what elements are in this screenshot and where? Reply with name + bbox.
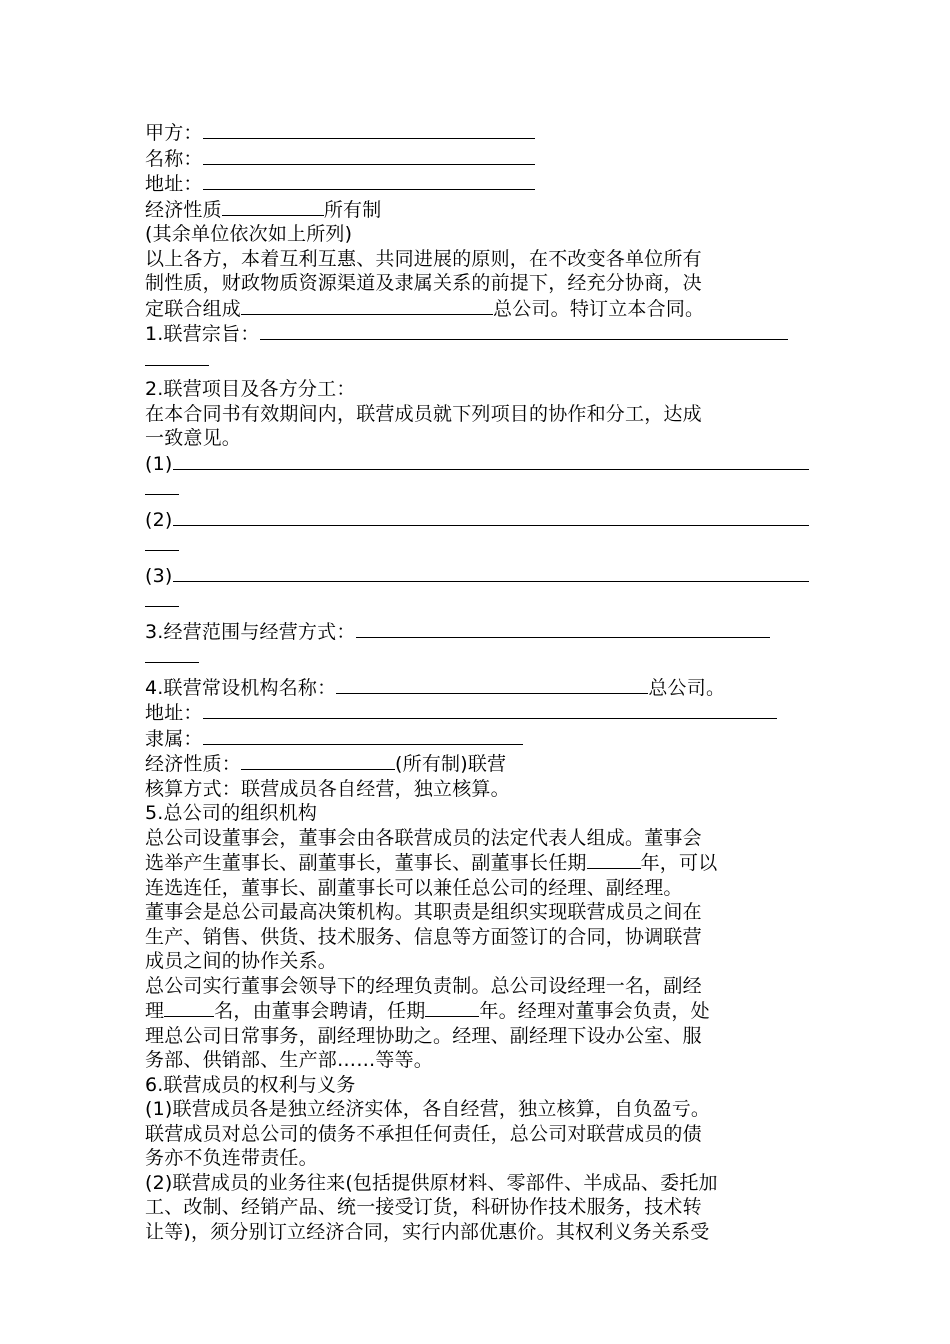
s4-name-label: 4.联营常设机构名称： (145, 676, 337, 699)
s5-p3-line-1: 总公司实行董事会领导下的经理负责制。总公司设经理一名，副经 (145, 974, 702, 997)
s5-p1-line-3: 连选连任，董事长、副董事长可以兼任总公司的经理、副经理。 (145, 876, 683, 899)
s4-affiliation-blank[interactable] (203, 726, 523, 745)
s2-item-3-label: (3) (145, 564, 173, 587)
s2-item-2-blank[interactable] (173, 507, 809, 526)
party-name-line (145, 146, 810, 172)
s4-affiliation-line (145, 726, 810, 752)
s2-item-2-continuation (145, 532, 810, 558)
s3-blank-continued[interactable] (145, 644, 199, 663)
s5-heading: 5.总公司的组织机构 (145, 802, 318, 824)
s2-item-1 (145, 451, 810, 477)
s1-continuation (145, 347, 810, 373)
party-jia-blank[interactable] (203, 120, 535, 139)
s5-p3-line-2 (145, 998, 810, 1024)
s4-affiliation-label: 隶属： (145, 727, 203, 750)
others-note: (其余单位依次如上所列) (145, 223, 353, 245)
intro-suffix: 总公司。特订立本合同。 (493, 297, 705, 320)
party-address-blank[interactable] (203, 171, 535, 190)
s5-p3-text-c: 年。经理对董事会负责，处 (479, 1000, 710, 1022)
s6-p2-line-2: 工、改制、经销产品、统一接受订货，科研协作技术服务，技术转 (145, 1196, 702, 1218)
s5-p3-text-a: 理 (145, 1000, 165, 1022)
intro-line-3 (145, 296, 810, 322)
s5-p2-line-1: 董事会是总公司最高决策机构。其职责是组织实现联营成员之间在 (145, 901, 702, 923)
s5-term-prefix: 选举产生董事长、副董事长，董事长、副董事长任期 (145, 852, 587, 874)
s2-item-2-label: (2) (145, 508, 173, 531)
s4-econ-blank[interactable] (241, 751, 395, 770)
s5-p3-line-3: 理总公司日常事务，副经理协助之。经理、副经理下设办公室、服 (145, 1024, 702, 1047)
party-econ-suffix: 所有制 (323, 198, 382, 221)
s4-address-blank[interactable] (203, 700, 777, 719)
deputy-count-blank[interactable] (164, 998, 214, 1017)
s4-econ-suffix: (所有制)联营 (395, 753, 507, 775)
s6-p1-line-3: 务亦不负连带责任。 (145, 1147, 318, 1169)
s3-blank[interactable] (356, 619, 770, 638)
party-econ-blank[interactable] (222, 197, 324, 216)
s4-address-line (145, 700, 810, 726)
company-name-blank[interactable] (241, 296, 493, 315)
s4-name-line (145, 675, 810, 701)
s3-continuation (145, 644, 810, 670)
s4-name-suffix: 总公司。 (648, 676, 726, 699)
s1-line (145, 321, 810, 347)
s5-p1-line-2 (145, 850, 810, 876)
s2-item-3 (145, 563, 810, 589)
s6-p2-line-1: (2)联营成员的业务往来(包括提供原材料、零部件、半成品、委托加 (145, 1171, 718, 1194)
manager-term-blank[interactable] (425, 998, 479, 1017)
intro-prefix: 定联合组成 (145, 297, 242, 320)
s3-label: 3.经营范围与经营方式： (145, 620, 356, 643)
s6-heading: 6.联营成员的权利与义务 (145, 1073, 356, 1096)
s4-name-blank[interactable] (336, 675, 648, 694)
party-econ-line (145, 197, 810, 223)
s1-blank-continued[interactable] (145, 347, 209, 366)
party-econ-prefix: 经济性质 (145, 198, 222, 221)
s5-p1-line-1: 总公司设董事会，董事会由各联营成员的法定代表人组成。董事会 (145, 826, 702, 849)
s2-item-2-blank-continued[interactable] (145, 532, 179, 551)
s2-line-2: 一致意见。 (145, 427, 242, 449)
s5-p3-text-b: 名，由董事会聘请，任期 (214, 1000, 426, 1022)
intro-line-1: 以上各方，本着互利互惠、共同进展的原则，在不改变各单位所有 (145, 247, 702, 270)
contract-page (145, 120, 810, 1244)
s2-item-3-blank[interactable] (173, 563, 809, 582)
intro-line-2: 制性质，财政物质资源渠道及隶属关系的前提下，经充分协商，决 (145, 272, 702, 294)
s4-econ-label: 经济性质： (145, 753, 242, 775)
s4-address-label: 地址： (145, 702, 203, 724)
s1-blank[interactable] (260, 321, 788, 340)
s6-p1-line-2: 联营成员对总公司的债务不承担任何责任，总公司对联营成员的债 (145, 1122, 702, 1145)
party-jia-label: 甲方： (145, 122, 203, 144)
s2-item-1-blank-continued[interactable] (145, 476, 179, 495)
s6-p2-line-3: 让等)，须分别订立经济合同，实行内部优惠价。其权利义务关系受 (145, 1220, 710, 1243)
s2-item-3-blank-continued[interactable] (145, 588, 179, 607)
s2-heading: 2.联营项目及各方分工： (145, 378, 356, 400)
s2-item-3-continuation (145, 588, 810, 614)
s5-p2-line-2: 生产、销售、供货、技术服务、信息等方面签订的合同，协调联营 (145, 925, 702, 948)
chairman-term-blank[interactable] (587, 850, 641, 869)
s3-line (145, 619, 810, 645)
s2-item-1-label: (1) (145, 452, 173, 475)
s2-line-1: 在本合同书有效期间内，联营成员就下列项目的协作和分工，达成 (145, 402, 702, 425)
s5-p3-line-4: 务部、供销部、生产部……等等。 (145, 1049, 434, 1071)
party-name-label: 名称： (145, 147, 203, 170)
party-address-label: 地址： (145, 173, 203, 195)
s2-item-1-blank[interactable] (173, 451, 809, 470)
s4-accounting: 核算方式：联营成员各自经营，独立核算。 (145, 777, 510, 800)
party-address-line (145, 171, 810, 197)
s1-label: 1.联营宗旨： (145, 323, 260, 345)
s4-econ-line (145, 751, 810, 777)
s5-term-suffix: 年，可以 (640, 852, 718, 874)
s6-p1-line-1: (1)联营成员各是独立经济实体，各自经营，独立核算，自负盈亏。 (145, 1098, 711, 1120)
party-name-blank[interactable] (203, 146, 535, 165)
s2-item-2 (145, 507, 810, 533)
party-jia-line (145, 120, 810, 146)
s2-item-1-continuation (145, 476, 810, 502)
s5-p2-line-3: 成员之间的协作关系。 (145, 950, 338, 972)
